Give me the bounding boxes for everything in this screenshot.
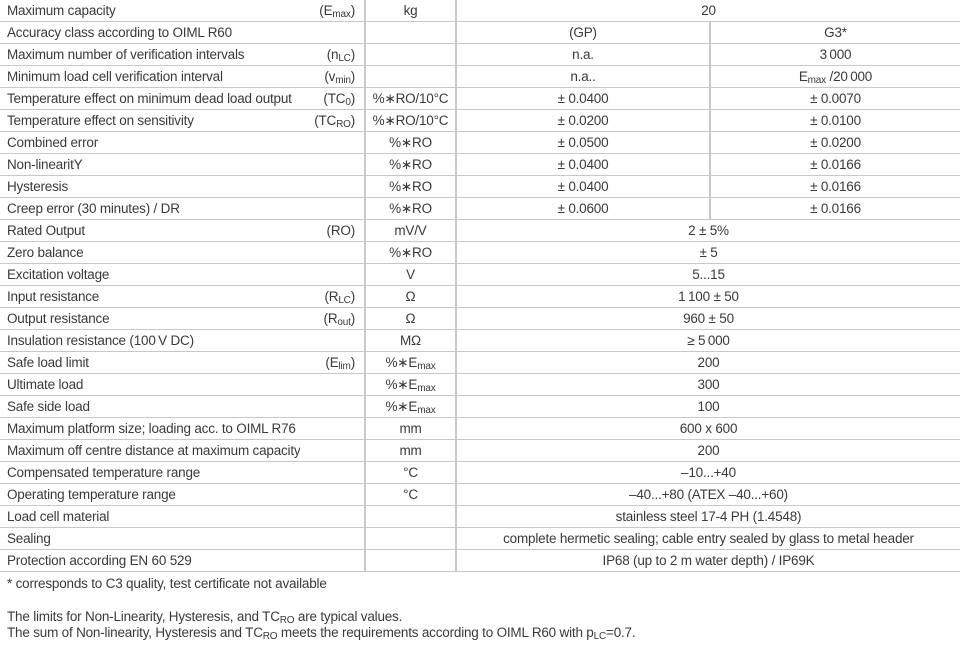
- parameter-cell: Rated Output: [0, 220, 300, 242]
- symbol-cell: [300, 242, 365, 264]
- value-cell-gp: ± 0.0500: [456, 132, 710, 154]
- symbol-close: ): [350, 288, 355, 304]
- table-row: [0, 0, 960, 22]
- symbol-cell: [300, 286, 365, 308]
- unit-subscript: max: [417, 360, 436, 372]
- note-oiml-mid: meets the requirements according to OIML R60 with p: [277, 625, 594, 640]
- value-cell-gp: ± 0.0400: [456, 176, 710, 198]
- parameter-cell: Output resistance: [0, 308, 300, 330]
- value-cell-merged: 100: [456, 396, 960, 418]
- symbol-close: ): [350, 310, 355, 326]
- symbol-cell: [300, 418, 365, 440]
- value-cell-merged: 5...15: [456, 264, 960, 286]
- parameter-cell: Temperature effect on sensitivity: [0, 110, 300, 132]
- unit-text: V: [406, 266, 415, 282]
- symbol-cell: [300, 198, 365, 220]
- parameter-cell: Load cell material: [0, 506, 300, 528]
- unit-cell: [365, 528, 456, 550]
- symbol-close: ): [350, 354, 355, 370]
- table-row: [0, 528, 960, 550]
- unit-cell: [365, 506, 456, 528]
- table-row: [0, 88, 960, 110]
- parameter-cell: Input resistance: [0, 286, 300, 308]
- unit-subscript: max: [417, 382, 436, 394]
- unit-text: %∗E: [385, 398, 418, 414]
- table-row: [0, 440, 960, 462]
- table-row: [0, 110, 960, 132]
- table-row: [0, 176, 960, 198]
- symbol-text: (TC: [323, 90, 346, 106]
- table-row: [0, 198, 960, 220]
- parameter-cell: Sealing: [0, 528, 300, 550]
- table-row: [0, 220, 960, 242]
- table-row: [0, 484, 960, 506]
- symbol-cell: [300, 66, 365, 88]
- value-cell-gp: ± 0.0400: [456, 88, 710, 110]
- unit-cell: [365, 242, 456, 264]
- symbol-close: ): [350, 68, 355, 84]
- note-oiml-pre: The sum of Non-linearity, Hysteresis and TC: [7, 625, 263, 640]
- unit-text: MΩ: [400, 332, 421, 348]
- symbol-close: ): [350, 112, 355, 128]
- value-cell-merged: 200: [456, 352, 960, 374]
- value-cell-g3: 3 000: [710, 44, 960, 66]
- symbol-cell: [300, 22, 365, 44]
- unit-text: %∗E: [385, 376, 418, 392]
- table-row: [0, 154, 960, 176]
- unit-text: %∗RO: [389, 156, 432, 172]
- value-cell-merged: 960 ± 50: [456, 308, 960, 330]
- symbol-cell: [300, 220, 365, 242]
- value-cell-merged: 200: [456, 440, 960, 462]
- symbol-text: (R: [324, 288, 339, 304]
- unit-cell: [365, 330, 456, 352]
- symbol-text: (v: [324, 68, 336, 84]
- unit-text: %∗RO/10°C: [372, 90, 449, 106]
- symbol-cell: [300, 506, 365, 528]
- unit-text: mm: [399, 442, 422, 458]
- unit-text: mV/V: [394, 222, 427, 238]
- value-cell-g3: ± 0.0200: [710, 132, 960, 154]
- symbol-cell: [300, 374, 365, 396]
- unit-cell: [365, 264, 456, 286]
- value-cell-gp: ± 0.0200: [456, 110, 710, 132]
- symbol-subscript: 0: [345, 96, 351, 108]
- value-cell-merged: ≥ 5 000: [456, 330, 960, 352]
- parameter-cell: Minimum load cell verification interval: [0, 66, 300, 88]
- unit-cell: [365, 484, 456, 506]
- unit-cell: [365, 440, 456, 462]
- table-row: [0, 418, 960, 440]
- parameter-cell: Safe side load: [0, 396, 300, 418]
- parameter-cell: Protection according EN 60 529: [0, 550, 300, 572]
- table-row: [0, 396, 960, 418]
- unit-subscript: max: [417, 404, 436, 416]
- unit-text: %∗RO: [389, 178, 432, 194]
- parameter-cell: Combined error: [0, 132, 300, 154]
- unit-cell: [365, 110, 456, 132]
- symbol-text: (TC: [314, 112, 337, 128]
- parameter-cell: Safe load limit: [0, 352, 300, 374]
- unit-cell: [365, 22, 456, 44]
- unit-cell: [365, 66, 456, 88]
- unit-cell: [365, 550, 456, 572]
- note-typical-values-pre: The limits for Non-Linearity, Hysteresis, and TC: [7, 609, 280, 624]
- value-cell-gp: (GP): [456, 22, 710, 44]
- symbol-subscript: min: [335, 74, 351, 86]
- symbol-cell: [300, 484, 365, 506]
- symbol-cell: [300, 330, 365, 352]
- footnote-c3-quality: * corresponds to C3 quality, test certificate not available: [7, 576, 327, 591]
- value-cell-merged: 600 x 600: [456, 418, 960, 440]
- g3-value-subscript: max: [807, 74, 826, 86]
- value-cell-g3: ± 0.0070: [710, 88, 960, 110]
- value-cell-g3: ± 0.0166: [710, 154, 960, 176]
- parameter-cell: Temperature effect on minimum dead load output: [0, 88, 300, 110]
- parameter-cell: Non-linearitY: [0, 154, 300, 176]
- unit-cell: [365, 396, 456, 418]
- symbol-close: ): [350, 46, 355, 62]
- table-row: [0, 66, 960, 88]
- symbol-subscript: max: [332, 8, 351, 20]
- note-oiml-sub-lc: LC: [593, 631, 607, 642]
- table-row: [0, 308, 960, 330]
- symbol-cell: [300, 176, 365, 198]
- value-cell-merged: 20: [456, 0, 960, 22]
- parameter-cell: Insulation resistance (100 V DC): [0, 330, 300, 352]
- unit-text: %∗RO: [389, 244, 432, 260]
- table-row: [0, 550, 960, 572]
- symbol-subscript: LC: [338, 52, 351, 64]
- symbol-text: (R: [323, 310, 338, 326]
- unit-cell: [365, 176, 456, 198]
- symbol-cell: [300, 44, 365, 66]
- unit-text: %∗RO/10°C: [372, 112, 449, 128]
- parameter-cell: Maximum off centre distance at maximum capacity: [0, 440, 300, 462]
- unit-cell: [365, 418, 456, 440]
- symbol-cell: [300, 132, 365, 154]
- note-oiml-requirements: [7, 625, 635, 640]
- unit-text: %∗E: [385, 354, 418, 370]
- symbol-text: (RO): [326, 222, 355, 238]
- unit-text: °C: [403, 486, 418, 502]
- parameter-cell: Compensated temperature range: [0, 462, 300, 484]
- table-row: [0, 242, 960, 264]
- symbol-subscript: LC: [338, 294, 351, 306]
- value-cell-merged: 1 100 ± 50: [456, 286, 960, 308]
- value-cell-merged: IP68 (up to 2 m water depth) / IP69K: [456, 550, 960, 572]
- parameter-cell: Ultimate load: [0, 374, 300, 396]
- symbol-cell: [300, 154, 365, 176]
- value-cell-g3: G3*: [710, 22, 960, 44]
- note-oiml-sub-ro: RO: [262, 631, 278, 642]
- unit-cell: [365, 88, 456, 110]
- unit-text: %∗RO: [389, 134, 432, 150]
- symbol-close: ): [350, 90, 355, 106]
- parameter-cell: Maximum platform size; loading acc. to OIML R76: [0, 418, 300, 440]
- table-row: [0, 44, 960, 66]
- value-cell-gp: ± 0.0600: [456, 198, 710, 220]
- parameter-cell: Maximum number of verification intervals: [0, 44, 300, 66]
- unit-cell: [365, 352, 456, 374]
- unit-cell: [365, 286, 456, 308]
- parameter-cell: Excitation voltage: [0, 264, 300, 286]
- table-row: [0, 286, 960, 308]
- note-oiml-post: =0.7.: [606, 625, 636, 640]
- unit-cell: [365, 220, 456, 242]
- parameter-cell: Operating temperature range: [0, 484, 300, 506]
- symbol-text: (E: [325, 354, 339, 370]
- table-row: [0, 506, 960, 528]
- unit-text: °C: [403, 464, 418, 480]
- note-typical-values-post: are typical values.: [294, 609, 403, 624]
- unit-cell: [365, 198, 456, 220]
- unit-text: Ω: [405, 310, 416, 326]
- symbol-subscript: lim: [338, 360, 351, 372]
- unit-cell: [365, 154, 456, 176]
- value-cell-merged: –10...+40: [456, 462, 960, 484]
- symbol-cell: [300, 528, 365, 550]
- unit-text: kg: [403, 2, 418, 18]
- unit-cell: [365, 132, 456, 154]
- value-cell-g3: ± 0.0166: [710, 176, 960, 198]
- table-row: [0, 132, 960, 154]
- symbol-close: ): [350, 2, 355, 18]
- value-cell-g3: ± 0.0166: [710, 198, 960, 220]
- g3-value-post: /20 000: [825, 68, 873, 84]
- g3-value-pre: E: [798, 68, 808, 84]
- unit-cell: [365, 0, 456, 22]
- parameter-cell: Creep error (30 minutes) / DR: [0, 198, 300, 220]
- value-cell-merged: stainless steel 17-4 PH (1.4548): [456, 506, 960, 528]
- table-row: [0, 374, 960, 396]
- symbol-cell: [300, 462, 365, 484]
- table-row: [0, 264, 960, 286]
- symbol-cell: [300, 308, 365, 330]
- table-row: [0, 22, 960, 44]
- parameter-cell: Accuracy class according to OIML R60: [0, 22, 300, 44]
- symbol-cell: [300, 396, 365, 418]
- unit-cell: [365, 44, 456, 66]
- symbol-subscript: RO: [336, 118, 351, 130]
- value-cell-g3: ± 0.0100: [710, 110, 960, 132]
- symbol-cell: [300, 264, 365, 286]
- symbol-cell: [300, 0, 365, 22]
- symbol-cell: [300, 88, 365, 110]
- note-typical-values-sub: RO: [279, 615, 295, 626]
- symbol-cell: [300, 352, 365, 374]
- symbol-cell: [300, 440, 365, 462]
- symbol-text: (n: [326, 46, 339, 62]
- parameter-cell: Zero balance: [0, 242, 300, 264]
- symbol-cell: [300, 110, 365, 132]
- value-cell-merged: 2 ± 5%: [456, 220, 960, 242]
- table-row: [0, 352, 960, 374]
- value-cell-merged: –40...+80 (ATEX –40...+60): [456, 484, 960, 506]
- value-cell-merged: complete hermetic sealing; cable entry sealed by glass to metal header: [456, 528, 960, 550]
- note-typical-values: [7, 609, 402, 624]
- unit-cell: [365, 374, 456, 396]
- table-row: [0, 462, 960, 484]
- value-cell-merged: 300: [456, 374, 960, 396]
- symbol-text: (E: [319, 2, 333, 18]
- value-cell-gp: n.a..: [456, 66, 710, 88]
- symbol-subscript: out: [337, 316, 351, 328]
- value-cell-merged: ± 5: [456, 242, 960, 264]
- value-cell-gp: ± 0.0400: [456, 154, 710, 176]
- unit-cell: [365, 462, 456, 484]
- unit-text: mm: [399, 420, 422, 436]
- value-cell-gp: n.a.: [456, 44, 710, 66]
- symbol-cell: [300, 550, 365, 572]
- table-row: [0, 330, 960, 352]
- parameter-cell: Hysteresis: [0, 176, 300, 198]
- unit-cell: [365, 308, 456, 330]
- value-cell-g3: [710, 66, 960, 88]
- parameter-cell: Maximum capacity: [0, 0, 300, 22]
- unit-text: Ω: [405, 288, 416, 304]
- unit-text: %∗RO: [389, 200, 432, 216]
